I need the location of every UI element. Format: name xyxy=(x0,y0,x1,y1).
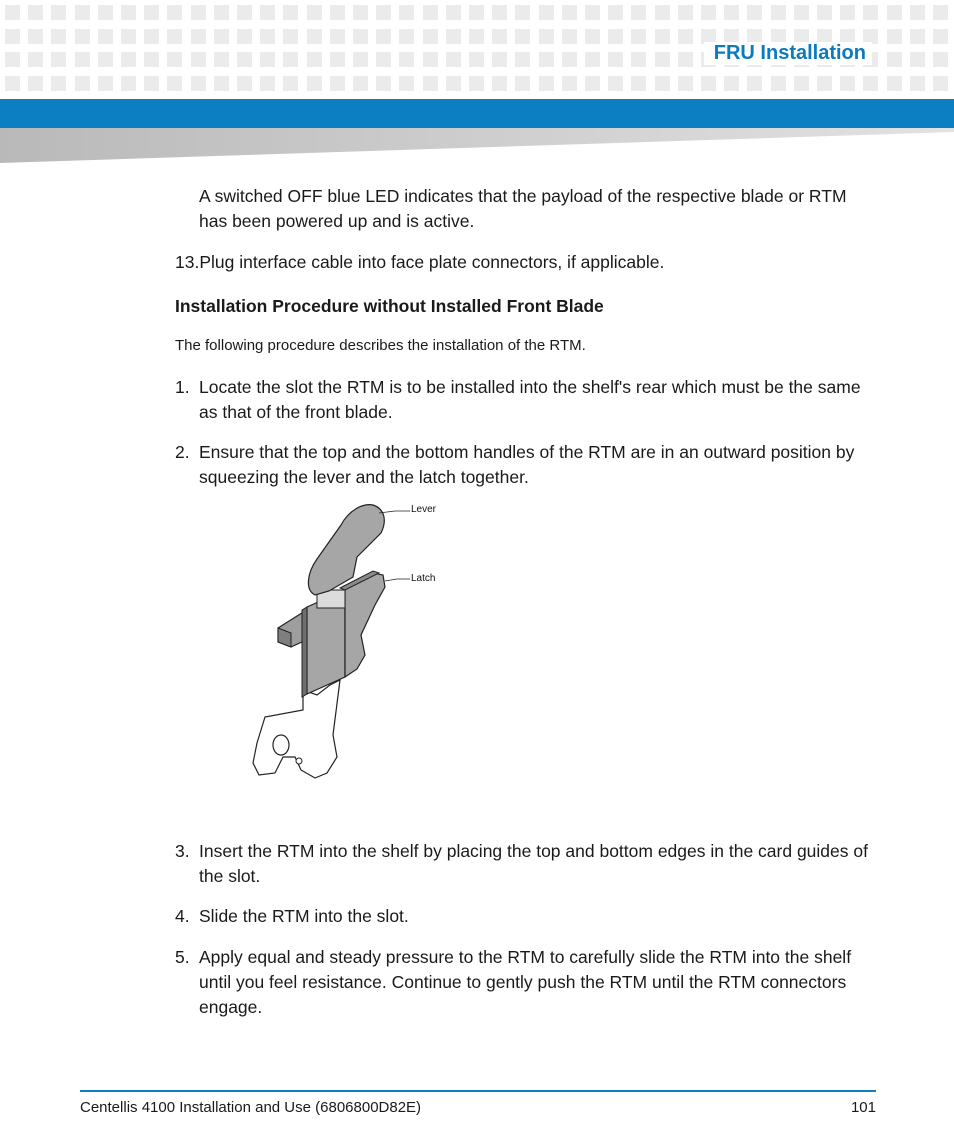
header-tile xyxy=(817,5,832,20)
header-tile xyxy=(399,29,414,44)
header-tile xyxy=(469,5,484,20)
header-tile xyxy=(28,52,43,67)
header-tile xyxy=(539,52,554,67)
header-tile xyxy=(28,76,43,91)
header-tile xyxy=(283,5,298,20)
header-tile xyxy=(28,29,43,44)
header-tile xyxy=(121,29,136,44)
header-tile xyxy=(98,76,113,91)
header-tile xyxy=(5,5,20,20)
rtm-handle-drawing xyxy=(245,495,445,800)
header-tile xyxy=(515,52,530,67)
header-tile xyxy=(492,29,507,44)
header-tile xyxy=(631,76,646,91)
header-tile xyxy=(724,76,739,91)
header-tile xyxy=(701,5,716,20)
header-tile xyxy=(701,76,716,91)
header-tile xyxy=(283,29,298,44)
header-tile xyxy=(887,5,902,20)
header-tile xyxy=(98,52,113,67)
step-number: 5. xyxy=(175,947,190,967)
header-tile xyxy=(75,52,90,67)
header-tile xyxy=(562,29,577,44)
header-tile xyxy=(585,5,600,20)
header-tile xyxy=(771,76,786,91)
header-tile xyxy=(539,5,554,20)
header-tile xyxy=(5,52,20,67)
header-tile xyxy=(5,76,20,91)
header-tile xyxy=(376,76,391,91)
header-tile xyxy=(399,76,414,91)
header-tile xyxy=(910,29,925,44)
header-tile xyxy=(237,52,252,67)
header-tile xyxy=(237,5,252,20)
header-tile xyxy=(51,52,66,67)
header-tile xyxy=(724,5,739,20)
header-tile xyxy=(167,5,182,20)
step-text: Locate the slot the RTM is to be installed into the shelf's rear which must be the same as that of the front blade. xyxy=(199,377,861,422)
section-title: FRU Installation xyxy=(704,42,872,65)
subheading: Installation Procedure without Installed Front Blade xyxy=(175,296,604,316)
list-item xyxy=(175,440,875,490)
header-tile xyxy=(771,5,786,20)
list-item xyxy=(175,945,875,1020)
header-tile xyxy=(330,52,345,67)
step-number: 4. xyxy=(175,906,190,926)
header-tile xyxy=(655,76,670,91)
header-tile xyxy=(446,29,461,44)
header-tile xyxy=(167,29,182,44)
step-text: Ensure that the top and the bottom handles of the RTM are in an outward position by squeezing the lever and the latch together. xyxy=(199,442,855,487)
header-tile xyxy=(515,5,530,20)
header-tile xyxy=(863,76,878,91)
header-tile xyxy=(283,76,298,91)
header-tile xyxy=(469,52,484,67)
header-tile xyxy=(863,5,878,20)
header-tile xyxy=(747,5,762,20)
header-tile xyxy=(678,5,693,20)
header-tile xyxy=(933,29,948,44)
header-tile xyxy=(887,52,902,67)
latch-label: Latch xyxy=(411,573,436,584)
step-13 xyxy=(175,250,875,275)
step-number: 1. xyxy=(175,377,190,397)
step-number: 3. xyxy=(175,841,190,861)
header-tile xyxy=(167,76,182,91)
header-tile xyxy=(608,29,623,44)
header-tile xyxy=(933,5,948,20)
step-13-text: Plug interface cable into face plate connectors, if applicable. xyxy=(199,252,665,272)
led-note: A switched OFF blue LED indicates that the payload of the respective blade or RTM has been powered up and is active. xyxy=(199,186,847,231)
header-tile xyxy=(353,76,368,91)
header-tile xyxy=(423,76,438,91)
header-tile xyxy=(747,76,762,91)
header-tile xyxy=(655,29,670,44)
header-tile xyxy=(423,52,438,67)
header-tile xyxy=(631,5,646,20)
header-tile xyxy=(5,29,20,44)
header-tile xyxy=(910,76,925,91)
header-tile xyxy=(191,29,206,44)
header-tile xyxy=(237,29,252,44)
header-tile xyxy=(446,76,461,91)
header-tile xyxy=(910,52,925,67)
header-blue-bar xyxy=(0,99,954,128)
header-tile xyxy=(121,5,136,20)
header-tile xyxy=(98,29,113,44)
header-tile xyxy=(51,29,66,44)
header-tile xyxy=(562,52,577,67)
header-tile xyxy=(353,5,368,20)
step-number: 2. xyxy=(175,442,190,462)
header-tile xyxy=(469,76,484,91)
header-tile xyxy=(631,52,646,67)
header-tile xyxy=(423,29,438,44)
header-tile xyxy=(376,29,391,44)
header-tile xyxy=(678,29,693,44)
step-13-number: 13. xyxy=(175,252,200,272)
header-tile xyxy=(144,76,159,91)
header-tile xyxy=(376,5,391,20)
header-tile xyxy=(492,52,507,67)
header-tile xyxy=(423,5,438,20)
header-tile xyxy=(608,52,623,67)
header-tile xyxy=(51,76,66,91)
header-tile xyxy=(121,52,136,67)
header-tile xyxy=(608,76,623,91)
header-tile xyxy=(307,52,322,67)
header-tile xyxy=(237,76,252,91)
header-tile xyxy=(492,76,507,91)
header-tile xyxy=(307,5,322,20)
header-tile xyxy=(469,29,484,44)
header-tile xyxy=(330,29,345,44)
header-tile xyxy=(887,76,902,91)
header-tile xyxy=(353,29,368,44)
header-tile xyxy=(307,29,322,44)
header-tile xyxy=(75,29,90,44)
header-tile xyxy=(840,76,855,91)
header-tile xyxy=(260,76,275,91)
intro-text: The following procedure describes the installation of the RTM. xyxy=(175,337,586,354)
header-tile xyxy=(214,76,229,91)
header-tile xyxy=(399,52,414,67)
header-tile xyxy=(840,5,855,20)
header-tile xyxy=(330,5,345,20)
header-tile xyxy=(191,5,206,20)
header-tile xyxy=(910,5,925,20)
list-item xyxy=(175,375,875,425)
header-tile xyxy=(260,5,275,20)
step-text: Apply equal and steady pressure to the RTM to carefully slide the RTM into the shelf until you feel resistance. Continue to gently push the RTM until the RTM connectors engage. xyxy=(199,947,852,1017)
list-item xyxy=(175,839,875,889)
header-tile xyxy=(399,5,414,20)
footer-rule xyxy=(80,1090,876,1092)
header-tile xyxy=(51,5,66,20)
header-tile xyxy=(655,52,670,67)
step-text: Slide the RTM into the slot. xyxy=(199,906,409,926)
rtm-handle-figure xyxy=(245,495,445,800)
header-tile xyxy=(121,76,136,91)
header-tile xyxy=(608,5,623,20)
header-tile xyxy=(933,76,948,91)
header-tile xyxy=(75,76,90,91)
header-tile xyxy=(562,5,577,20)
header-tile xyxy=(98,5,113,20)
header-tile xyxy=(446,5,461,20)
header-tile xyxy=(214,5,229,20)
header-tile xyxy=(28,5,43,20)
header-tile xyxy=(631,29,646,44)
header-tile xyxy=(585,29,600,44)
header-tile xyxy=(191,52,206,67)
header-tile xyxy=(678,76,693,91)
header-tile xyxy=(214,52,229,67)
list-item xyxy=(175,904,875,929)
header-tile xyxy=(353,52,368,67)
header-tile xyxy=(144,29,159,44)
header-tile xyxy=(515,29,530,44)
header-tile xyxy=(330,76,345,91)
step-text: Insert the RTM into the shelf by placing the top and bottom edges in the card guides of the slot. xyxy=(199,841,868,886)
header-tile xyxy=(492,5,507,20)
header-tile xyxy=(887,29,902,44)
header-tile xyxy=(191,76,206,91)
page-number: 101 xyxy=(850,1099,876,1116)
header-tile xyxy=(144,5,159,20)
header-tile xyxy=(167,52,182,67)
header-tile xyxy=(933,52,948,67)
header-grey-wedge xyxy=(0,128,954,164)
header-tile xyxy=(75,5,90,20)
lever-label: Lever xyxy=(411,504,437,515)
header-tile xyxy=(260,52,275,67)
header-tile xyxy=(446,52,461,67)
header-tile xyxy=(144,52,159,67)
header-tile xyxy=(307,76,322,91)
header-tile xyxy=(655,5,670,20)
header-tile xyxy=(539,29,554,44)
footer-doc-title: Centellis 4100 Installation and Use (6806800D82E) xyxy=(80,1099,422,1116)
header-tile xyxy=(260,29,275,44)
header-tile xyxy=(794,76,809,91)
header-tile xyxy=(817,76,832,91)
header-tile xyxy=(283,52,298,67)
header-tile xyxy=(515,76,530,91)
header-tile xyxy=(376,52,391,67)
header-tile xyxy=(585,52,600,67)
header-tile xyxy=(562,76,577,91)
header-tile xyxy=(539,76,554,91)
header-tile xyxy=(794,5,809,20)
header-tile xyxy=(678,52,693,67)
header-tile xyxy=(214,29,229,44)
header-tile xyxy=(585,76,600,91)
